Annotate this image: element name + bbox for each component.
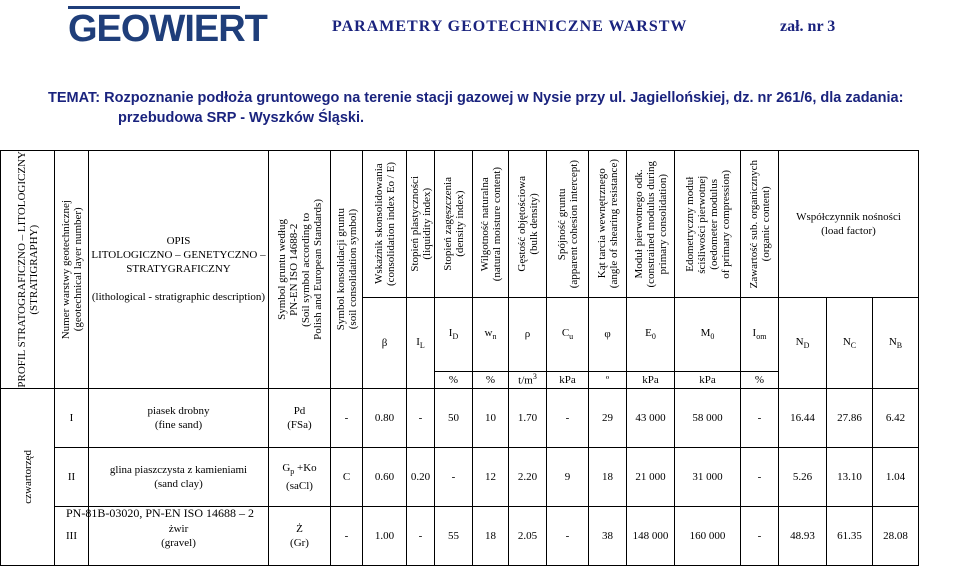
- table-row: [1, 447, 960, 506]
- nd-value: 5.26: [779, 447, 827, 506]
- soil-symbol: Ż (Gr): [269, 506, 331, 565]
- cu-value: -: [547, 506, 589, 565]
- layer-number: II: [55, 447, 89, 506]
- nd-value: 16.44: [779, 388, 827, 447]
- m0-value: 31 000: [675, 447, 741, 506]
- wn-value: 12: [473, 447, 509, 506]
- nb-value: 6.42: [873, 388, 919, 447]
- rho-value: 2.05: [509, 506, 547, 565]
- consolidation-symbol: -: [331, 506, 363, 565]
- layer-number: I: [55, 388, 89, 447]
- beta-value: 0.60: [363, 447, 407, 506]
- document-title: PARAMETRY GEOTECHNICZNE WARSTW: [332, 18, 687, 36]
- layer-number: III: [55, 506, 89, 565]
- sym-nd: $N_D$: [779, 298, 827, 389]
- col-soil-symbol: Symbol gruntu według PN-EN ISO 14688-2 (Soil symbol according to Polish and European Standards): [269, 151, 331, 389]
- topic-line-1: TEMAT: Rozpoznanie podłoża gruntowego na terenie stacji gazowej w Nysie przy ul. Jagiellońskiej, dz. nr 261/6, dla zadania:: [48, 90, 903, 106]
- phi-value: 18: [589, 447, 627, 506]
- topic: [48, 88, 908, 128]
- sym-nc: $N_C$: [827, 298, 873, 389]
- standards-footer: PN-81B-03020, PN-EN ISO 14688 – 2: [66, 506, 254, 521]
- il-value: 0.20: [407, 447, 435, 506]
- consolidation-symbol: C: [331, 447, 363, 506]
- nc-value: 13.10: [827, 447, 873, 506]
- sym-iom: $I_{om}$: [741, 298, 779, 372]
- unit-id: %: [435, 371, 473, 388]
- topic-line-2: przebudowa SRP - Wyszków Śląski.: [48, 108, 908, 128]
- header-row: [1, 151, 960, 298]
- stratigraphy-cell: czwartorzęd: [1, 388, 55, 565]
- e0-value: 43 000: [627, 388, 675, 447]
- logo-text: GEOWIERT: [68, 6, 267, 52]
- sym-rho: ρ: [509, 298, 547, 372]
- wn-value: 10: [473, 388, 509, 447]
- unit-m0: kPa: [675, 371, 741, 388]
- unit-phi: º: [589, 371, 627, 388]
- phi-value: 38: [589, 506, 627, 565]
- sym-cu: $C_u$: [547, 298, 589, 372]
- sym-wn: $w_n$: [473, 298, 509, 372]
- unit-iom: %: [741, 371, 779, 388]
- col-cohesion: Spójność gruntu (apparent cohesion intercept): [547, 151, 589, 298]
- sym-phi: φ: [589, 298, 627, 372]
- nb-value: 1.04: [873, 447, 919, 506]
- consolidation-symbol: -: [331, 388, 363, 447]
- col-moisture: Wilgotność naturalna (natural moisture content): [473, 151, 509, 298]
- col-density-index: Stopień zagęszczenia (density index): [435, 151, 473, 298]
- col-consolidation-index: Wskaźnik skonsolidowania (consolidation index Eo / E): [363, 151, 407, 298]
- table-row: [1, 388, 960, 447]
- beta-value: 0.80: [363, 388, 407, 447]
- col-description: OPIS LITOLOGICZNO – GENETYCZNO – STRATYGRAFICZNY (lithological - stratigraphic description): [89, 151, 269, 389]
- col-load-factor: Współczynnik nośności (load factor): [779, 151, 919, 298]
- col-bulk-density: Gęstość objętościowa (bulk density): [509, 151, 547, 298]
- iom-value: -: [741, 506, 779, 565]
- col-consolidation-symbol: Symbol konsolidacji gruntu (soil consolidation symbol): [331, 151, 363, 389]
- il-value: -: [407, 506, 435, 565]
- sym-id: $I_D$: [435, 298, 473, 372]
- sym-m0: $M_0$: [675, 298, 741, 372]
- unit-cu: kPa: [547, 371, 589, 388]
- e0-value: 148 000: [627, 506, 675, 565]
- col-layer-number: Numer warstwy geotechnicznej (geotechnical layer number): [55, 151, 89, 389]
- geotechnical-parameters-table: [0, 150, 960, 566]
- col-friction-angle: Kąt tarcia wewnętrznego (angle of shearing resistance): [589, 151, 627, 298]
- attachment-number: zał. nr 3: [780, 18, 835, 36]
- iom-value: -: [741, 388, 779, 447]
- nb-value: 28.08: [873, 506, 919, 565]
- layer-description: żwir (gravel): [89, 506, 269, 565]
- sym-il: $I_L$: [407, 298, 435, 389]
- cu-value: 9: [547, 447, 589, 506]
- id-value: 55: [435, 506, 473, 565]
- col-oedometer-modulus: Edometryczny moduł ściśliwości pierwotnej (oedometer modulus of primary compression): [675, 151, 741, 298]
- nc-value: 27.86: [827, 388, 873, 447]
- beta-value: 1.00: [363, 506, 407, 565]
- m0-value: 160 000: [675, 506, 741, 565]
- company-logo: [68, 6, 240, 52]
- layer-description: piasek drobny (fine sand): [89, 388, 269, 447]
- wn-value: 18: [473, 506, 509, 565]
- layer-description: glina piaszczysta z kamieniami (sand clay): [89, 447, 269, 506]
- sym-beta: β: [363, 298, 407, 389]
- unit-e0: kPa: [627, 371, 675, 388]
- unit-rho: $t/m^3$: [509, 371, 547, 388]
- soil-symbol: $G_p +Ko$ (saCl): [269, 447, 331, 506]
- sym-e0: $E_0$: [627, 298, 675, 372]
- soil-symbol: Pd (FSa): [269, 388, 331, 447]
- col-profil: PROFIL STRATOGRAFICZNO – LITOLOGICZNY (STRATIGRAPHY): [1, 151, 55, 389]
- nc-value: 61.35: [827, 506, 873, 565]
- col-liquidity-index: Stopień plastyczności (liquidity index): [407, 151, 435, 298]
- sym-nb: $N_B$: [873, 298, 919, 389]
- unit-wn: %: [473, 371, 509, 388]
- iom-value: -: [741, 447, 779, 506]
- col-organic-content: Zawartość sub. organicznych (organic content): [741, 151, 779, 298]
- id-value: 50: [435, 388, 473, 447]
- il-value: -: [407, 388, 435, 447]
- col-constrained-modulus: Moduł pierwotnego odk. (constrained modulus during primary consolidation): [627, 151, 675, 298]
- nd-value: 48.93: [779, 506, 827, 565]
- rho-value: 2.20: [509, 447, 547, 506]
- rho-value: 1.70: [509, 388, 547, 447]
- e0-value: 21 000: [627, 447, 675, 506]
- id-value: -: [435, 447, 473, 506]
- m0-value: 58 000: [675, 388, 741, 447]
- phi-value: 29: [589, 388, 627, 447]
- cu-value: -: [547, 388, 589, 447]
